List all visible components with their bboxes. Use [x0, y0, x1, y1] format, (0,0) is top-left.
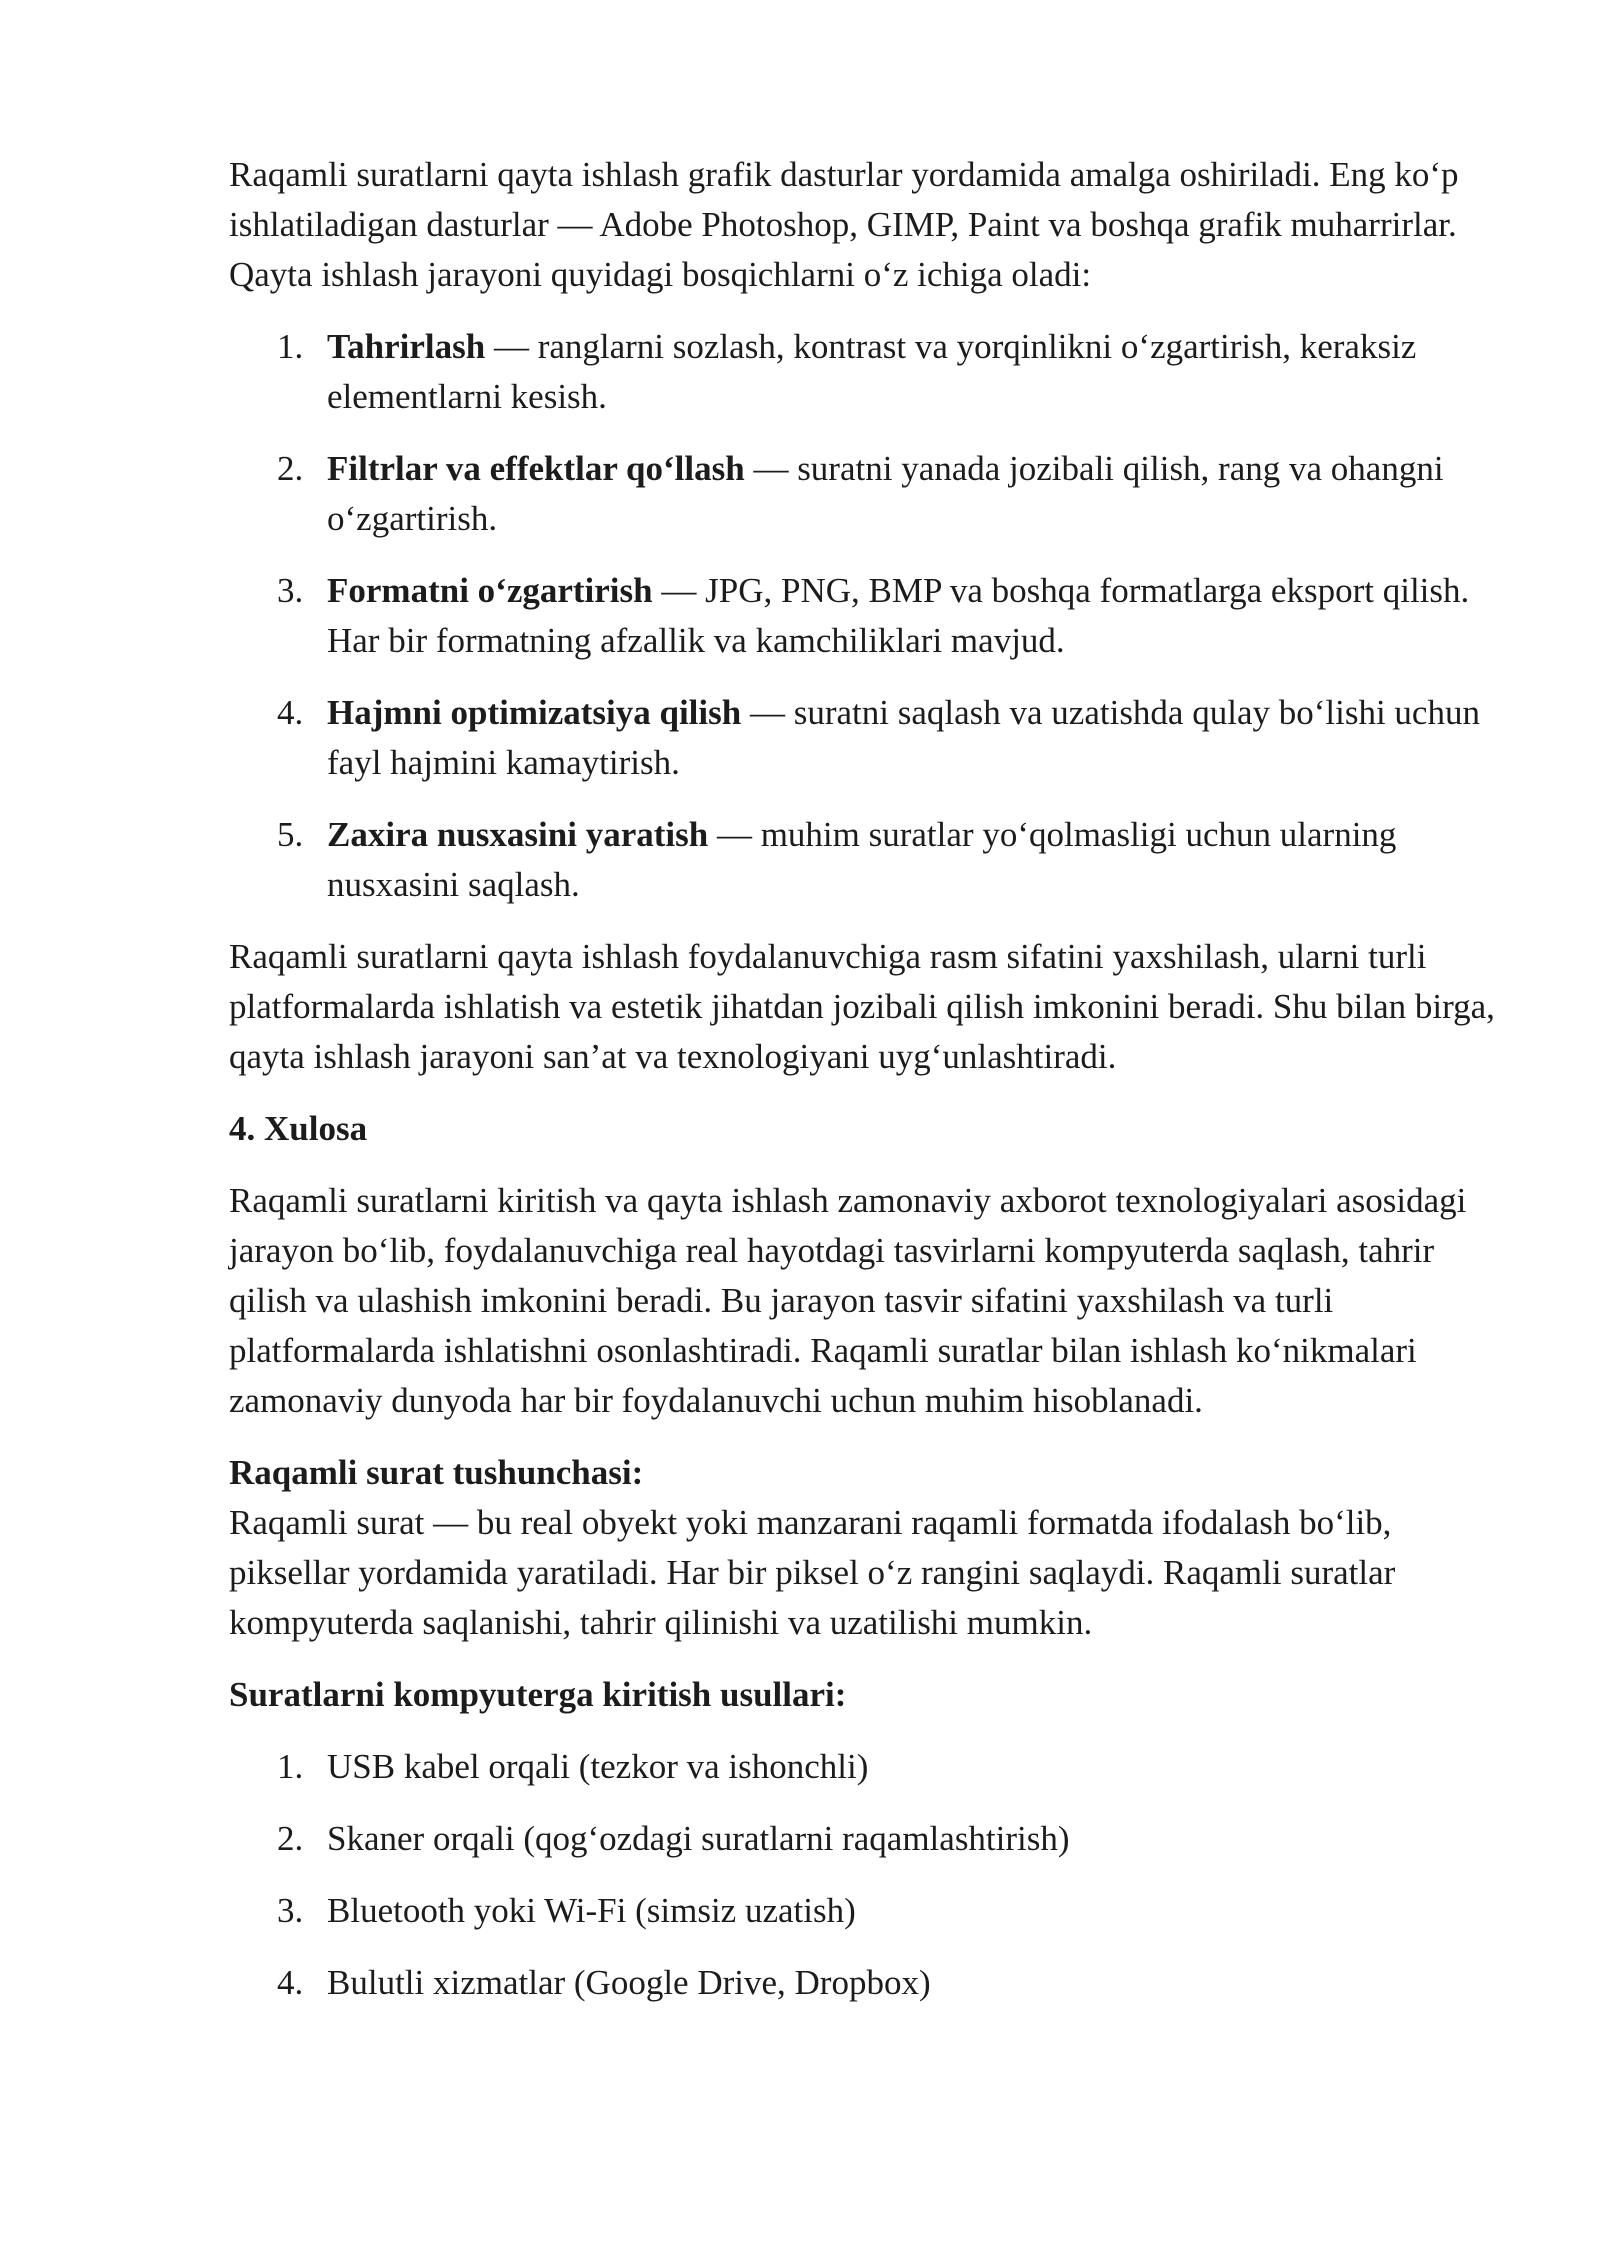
- list-item: [229, 1958, 1509, 2008]
- list-number: 4.: [277, 1963, 304, 2002]
- list-item: [229, 1742, 1509, 1792]
- list-item: [229, 1886, 1509, 1936]
- intro-paragraph: Raqamli suratlarni qayta ishlash grafik dasturlar yordamida amalga oshiriladi. Eng ko‘p ishlatiladigan dasturlar — Adobe Photoshop, GIMP, Paint va boshqa grafik muharrirlar. Qayta ishlash jarayoni quyidagi bosqichlarni o‘z ichiga oladi:: [229, 155, 1459, 294]
- step-description: — suratni yanada jozibali qilish, rang va ohangni o‘zgartirish.: [327, 449, 1444, 538]
- method-text: Bluetooth yoki Wi-Fi (simsiz uzatish): [327, 1891, 856, 1930]
- list-number: 3.: [277, 1891, 304, 1930]
- list-item: [229, 688, 1509, 788]
- list-number: 5.: [277, 815, 304, 854]
- step-term: Hajmni optimizatsiya qilish: [327, 693, 742, 732]
- step-description: — muhim suratlar yo‘qolmasligi uchun ularning nusxasini saqlash.: [327, 815, 1397, 904]
- list-number: 2.: [277, 1819, 304, 1858]
- list-number: 1.: [277, 327, 304, 366]
- list-number: 4.: [277, 693, 304, 732]
- conclusion-paragraph: Raqamli suratlarni kiritish va qayta ishlash zamonaviy axborot texnologiyalari asosidagi jarayon bo‘lib, foydalanuvchiga real hayotdagi tasvirlarni kompyuterda saqlash, tahrir qilish va ulashish imkonini beradi. Bu jarayon tasvir sifatini yaxshilash va turli platformalarda ishlatishni osonlashtiradi. Raqamli suratlar bilan ishlash ko‘nikmalari zamonaviy dunyoda har bir foydalanuvchi uchun muhim hisoblanadi.: [229, 1181, 1467, 1420]
- concept-heading: Raqamli surat tushunchasi:: [229, 1453, 644, 1492]
- list-item: [229, 322, 1509, 422]
- list-item: [229, 1814, 1509, 1864]
- list-item: [229, 566, 1509, 666]
- step-term: Zaxira nusxasini yaratish: [327, 815, 709, 854]
- step-term: Tahrirlash: [327, 327, 486, 366]
- step-description: — ranglarni sozlash, kontrast va yorqinlikni o‘zgartirish, keraksiz elementlarni kesish.: [327, 327, 1417, 416]
- step-description: — suratni saqlash va uzatishda qulay bo‘lishi uchun fayl hajmini kamaytirish.: [327, 693, 1480, 782]
- list-number: 3.: [277, 571, 304, 610]
- step-description: — JPG, PNG, BMP va boshqa formatlarga eksport qilish. Har bir formatning afzallik va kamchiliklari mavjud.: [327, 571, 1470, 660]
- list-number: 1.: [277, 1747, 304, 1786]
- list-item: [229, 444, 1509, 544]
- conclusion-heading: 4. Xulosa: [229, 1109, 368, 1148]
- input-methods-list: [229, 1742, 1509, 2008]
- method-text: Skaner orqali (qog‘ozdagi suratlarni raqamlashtirish): [327, 1819, 1070, 1858]
- method-text: Bulutli xizmatlar (Google Drive, Dropbox): [327, 1963, 931, 2002]
- step-term: Filtrlar va effektlar qo‘llash: [327, 449, 745, 488]
- methods-heading: Suratlarni kompyuterga kiritish usullari:: [229, 1675, 847, 1714]
- summary-paragraph: Raqamli suratlarni qayta ishlash foydalanuvchiga rasm sifatini yaxshilash, ularni turli platformalarda ishlatish va estetik jihatdan jozibali qilish imkonini beradi. Shu bilan birga, qayta ishlash jarayoni san’at va texnologiyani uyg‘unlashtiradi.: [229, 937, 1495, 1076]
- list-item: [229, 810, 1509, 910]
- concept-paragraph: Raqamli surat — bu real obyekt yoki manzarani raqamli formatda ifodalash bo‘lib, piksellar yordamida yaratiladi. Har bir piksel o‘z rangini saqlaydi. Raqamli suratlar kompyuterda saqlanishi, tahrir qilinishi va uzatilishi mumkin.: [229, 1503, 1396, 1642]
- list-number: 2.: [277, 449, 304, 488]
- step-term: Formatni o‘zgartirish: [327, 571, 653, 610]
- document-page: [229, 150, 1509, 2030]
- method-text: USB kabel orqali (tezkor va ishonchli): [327, 1747, 869, 1786]
- processing-steps-list: [229, 322, 1509, 910]
